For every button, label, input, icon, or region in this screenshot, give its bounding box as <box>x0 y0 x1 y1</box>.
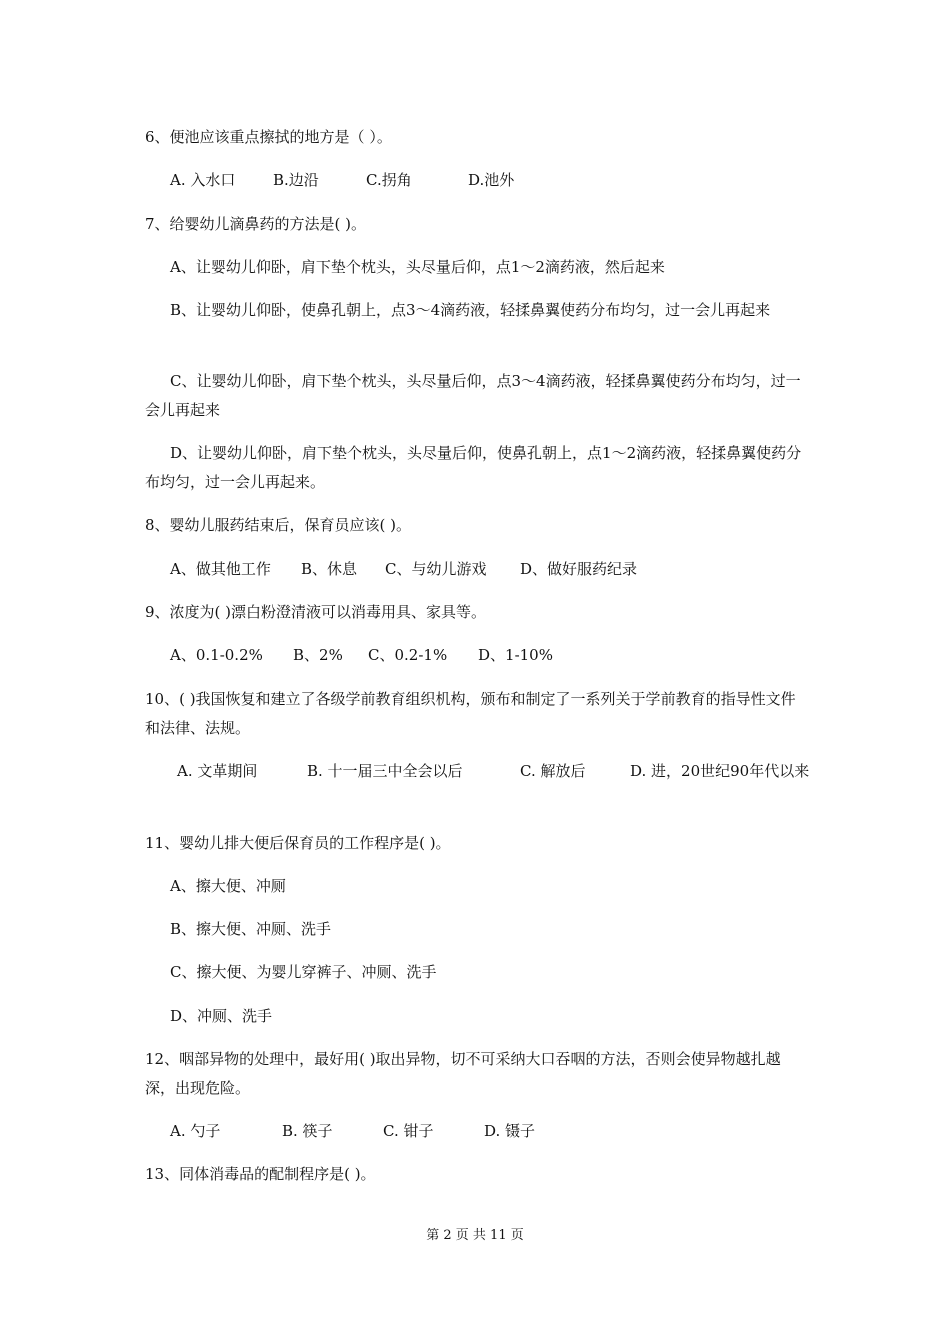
option-c: C. 解放后 <box>520 762 586 780</box>
question-11-option-b: B、擦大便、冲厕、洗手 <box>170 920 332 938</box>
question-12-options <box>170 1117 810 1145</box>
option-c: C. 钳子 <box>383 1122 434 1140</box>
option-b: B. 十一届三中全会以后 <box>307 762 463 780</box>
page-number-footer: 第 2 页 共 11 页 <box>426 1228 524 1243</box>
question-9-options <box>170 641 810 669</box>
option-a: A、做其他工作 <box>170 560 271 578</box>
question-7-option-d: D、让婴幼儿仰卧，肩下垫个枕头，头尽量后仰，使鼻孔朝上，点1～2滴药液，轻揉鼻翼使药分布均匀，过一会儿再起来。 <box>145 444 802 491</box>
question-9-stem: 9、浓度为( )漂白粉澄清液可以消毒用具、家具等。 <box>145 603 487 621</box>
option-d: D、做好服药纪录 <box>520 560 638 578</box>
question-11-option-a: A、擦大便、冲厕 <box>170 877 286 895</box>
option-b: B.边沿 <box>273 171 319 189</box>
option-c: C、0.2-1% <box>368 646 448 664</box>
option-d: D. 进，20世纪90年代以来 <box>630 762 810 780</box>
option-b: B. 筷子 <box>282 1122 333 1140</box>
question-13-stem: 13、同体消毒品的配制程序是( )。 <box>145 1165 376 1183</box>
question-8-options <box>170 555 810 583</box>
question-11-stem: 11、婴幼儿排大便后保育员的工作程序是( )。 <box>145 834 451 852</box>
option-a: A. 入水口 <box>170 171 236 189</box>
option-a: A. 勺子 <box>170 1122 221 1140</box>
question-7-option-c: C、让婴幼儿仰卧，肩下垫个枕头，头尽量后仰，点3～4滴药液，轻揉鼻翼使药分布均匀，过一会儿再起来 <box>145 372 801 419</box>
question-7-stem: 7、给婴幼儿滴鼻药的方法是( )。 <box>145 215 367 233</box>
option-a: A. 文革期间 <box>177 762 258 780</box>
question-6-stem: 6、便池应该重点擦拭的地方是（ ）。 <box>145 128 392 146</box>
question-10-stem: 10、( )我国恢复和建立了各级学前教育组织机构，颁布和制定了一系列关于学前教育的指导性文件和法律、法规。 <box>145 690 796 737</box>
question-11-option-c: C、擦大便、为婴儿穿裤子、冲厕、洗手 <box>170 963 437 981</box>
question-8-stem: 8、婴幼儿服药结束后，保育员应该( )。 <box>145 516 412 534</box>
option-b: B、2% <box>293 646 343 664</box>
question-7-option-b: B、让婴幼儿仰卧，使鼻孔朝上，点3～4滴药液，轻揉鼻翼使药分布均匀，过一会儿再起来 <box>170 301 771 319</box>
question-10-options <box>145 757 810 786</box>
option-a: A、0.1-0.2% <box>170 646 263 664</box>
option-b: B、休息 <box>301 560 358 578</box>
question-7-option-a: A、让婴幼儿仰卧，肩下垫个枕头，头尽量后仰，点1～2滴药液，然后起来 <box>170 258 665 276</box>
question-6-options <box>170 166 810 194</box>
question-11-option-d: D、冲厕、洗手 <box>170 1007 273 1025</box>
option-d: D. 镊子 <box>484 1122 536 1140</box>
option-d: D、1-10% <box>478 646 553 664</box>
question-12-stem: 12、咽部异物的处理中，最好用( )取出异物，切不可采纳大口吞咽的方法，否则会使异物越扎越深，出现危险。 <box>145 1050 781 1097</box>
option-c: C.拐角 <box>366 171 412 189</box>
option-d: D.池外 <box>468 171 515 189</box>
option-c: C、与幼儿游戏 <box>385 560 487 578</box>
